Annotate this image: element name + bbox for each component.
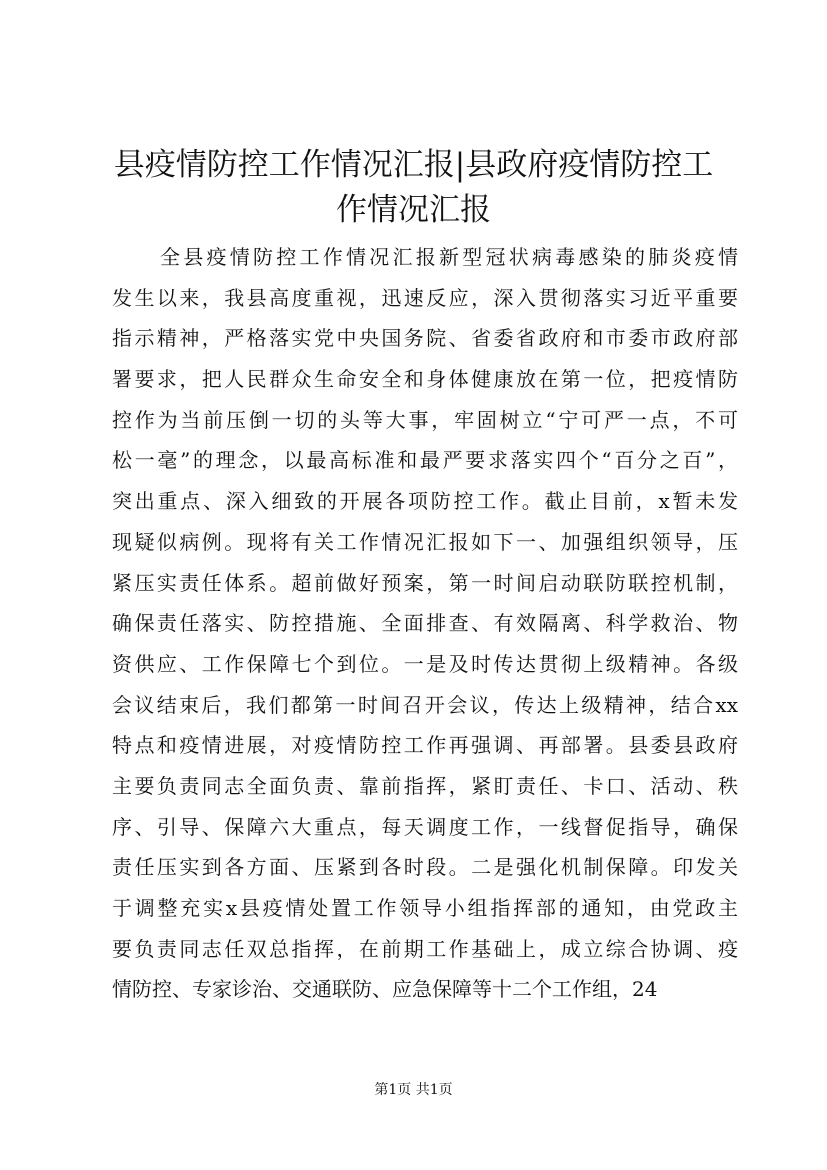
title-line: 县疫情防控工作情况汇报|县政府疫情防控工 [113, 147, 714, 183]
body-line: 现疑似病例。现将有关工作情况汇报如下一、加强组织领导，压 [112, 529, 738, 554]
body-line: 确保责任落实、防控措施、全面排查、有效隔离、科学救治、物 [112, 611, 738, 636]
body-line: 指示精神，严格落实党中央国务院、省委省政府和市委市政府部 [112, 326, 738, 351]
body-line: 于调整充实x县疫情处置工作领导小组指挥部的通知，由党政主 [112, 896, 738, 920]
body-line: 紧压实责任体系。超前做好预案，第一时间启动联防联控机制， [112, 570, 738, 595]
document-body [112, 237, 738, 1010]
body-line: 控作为当前压倒一切的头等大事，牢固树立“宁可严一点，不可 [112, 407, 738, 432]
body-line: 特点和疫情进展，对疫情防控工作再强调、再部署。县委县政府 [112, 733, 738, 758]
body-line: 责任压实到各方面、压紧到各时段。二是强化机制保障。印发关 [112, 855, 738, 880]
body-line: 发生以来，我县高度重视，迅速反应，深入贯彻落实习近平重要 [112, 285, 738, 310]
document-title [100, 143, 727, 233]
body-line: 情防控、专家诊治、交通联防、应急保障等十二个工作组，24 [112, 977, 658, 1002]
body-line: 序、引导、保障六大重点，每天调度工作，一线督促指导，确保 [112, 814, 738, 839]
body-line: 署要求，把人民群众生命安全和身体健康放在第一位，把疫情防 [112, 367, 738, 392]
body-line: 突出重点、深入细致的开展各项防控工作。截止目前，x暂未发 [112, 489, 738, 514]
body-line: 要负责同志任双总指挥，在前期工作基础上，成立综合协调、疫 [112, 936, 738, 961]
title-line: 作情况汇报 [336, 192, 491, 228]
page-number: 第1页 共1页 [374, 1082, 453, 1098]
body-line: 资供应、工作保障七个到位。一是及时传达贯彻上级精神。各级 [112, 651, 738, 676]
body-line: 全县疫情防控工作情况汇报新型冠状病毒感染的肺炎疫情 [160, 245, 738, 269]
body-line: 主要负责同志全面负责、靠前指挥，紧盯责任、卡口、活动、秩 [112, 773, 738, 798]
body-line: 会议结束后，我们都第一时间召开会议，传达上级精神，结合xx [112, 692, 738, 717]
body-line: 松一毫”的理念，以最高标准和最严要求落实四个“百分之百”， [112, 448, 738, 473]
